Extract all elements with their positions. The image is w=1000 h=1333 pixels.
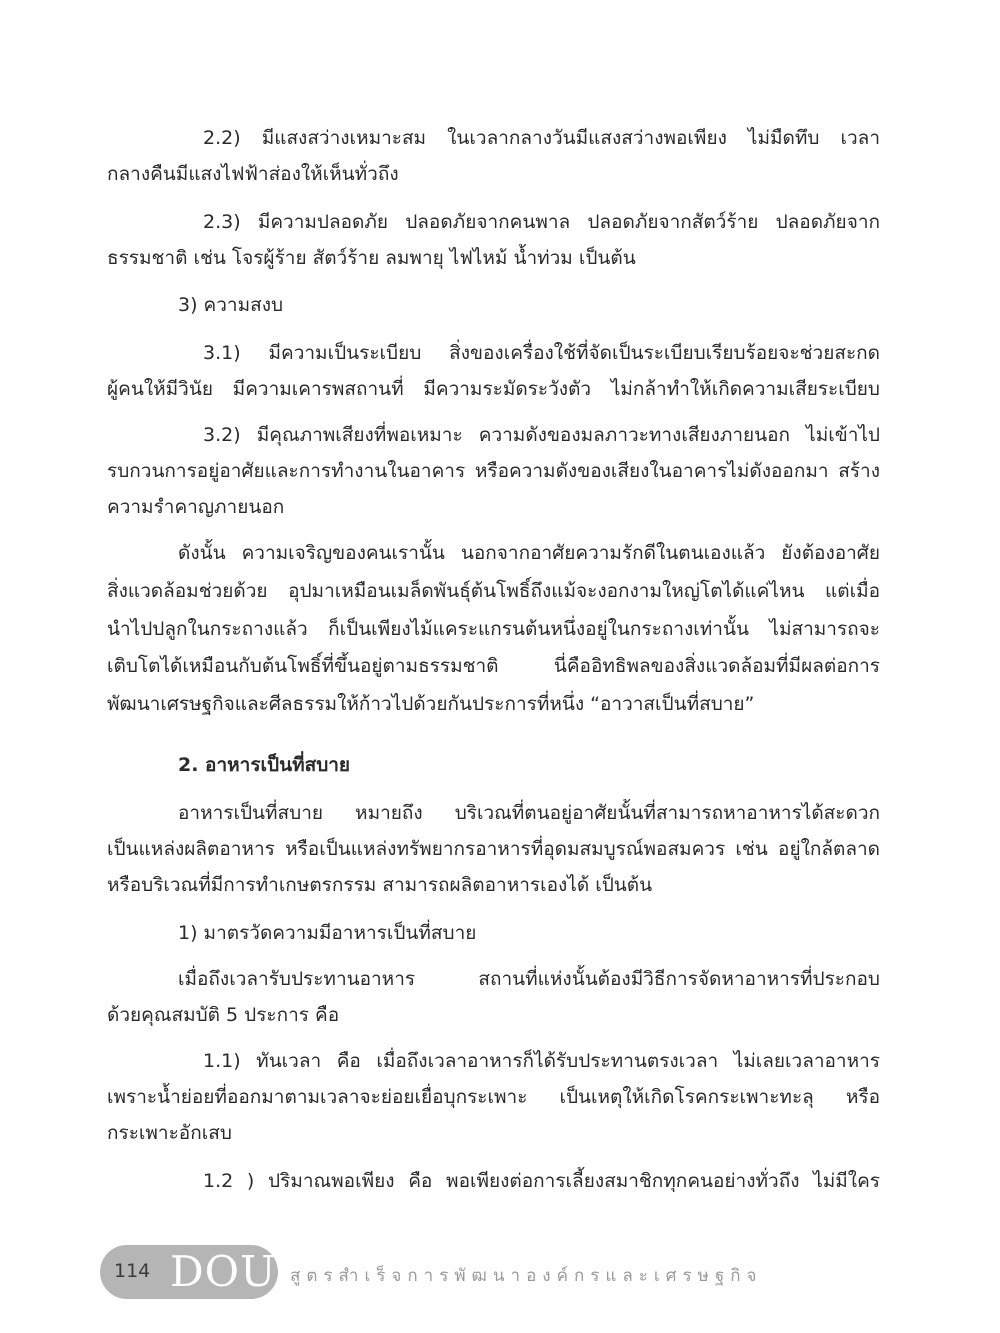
text-line: สิ่งแวดล้อมช่วยด้วย อุปมาเหมือนเมล็ดพันธุ์ต้นโพธิ์ถึงแม้จะงอกงามใหญ่โตได้แค่ไหน แต่เมื่อ: [107, 580, 880, 602]
text-line: 2.3) มีความปลอดภัย ปลอดภัยจากคนพาล ปลอดภัยจากสัตว์ร้าย ปลอดภัยจาก: [203, 211, 880, 233]
text-line: กลางคืนมีแสงไฟฟ้าส่องให้เห็นทั่วถึง: [107, 163, 399, 185]
text-line: เติบโตได้เหมือนกับต้นโพธิ์ที่ขึ้นอยู่ตามธรรมชาติ นี่คืออิทธิพลของสิ่งแวดล้อมที่มีผลต่อการ: [107, 655, 880, 677]
text-line: 3) ความสงบ: [178, 294, 284, 316]
text-line: เป็นแหล่งผลิตอาหาร หรือเป็นแหล่งทรัพยากรอาหารที่อุดมสมบูรณ์พอสมควร เช่น อยู่ใกล้ตลาด: [107, 838, 880, 860]
text-line: ความรำคาญภายนอก: [107, 496, 285, 518]
text-line: 2.2) มีแสงสว่างเหมาะสม ในเวลากลางวันมีแสงสว่างพอเพียง ไม่มืดทึบ เวลา: [203, 127, 880, 149]
text-line: อาหารเป็นที่สบาย หมายถึง บริเวณที่ตนอยู่อาศัยนั้นที่สามารถหาอาหารได้สะดวก: [178, 802, 880, 824]
footer-badge: [100, 1245, 278, 1299]
text-line: 3.2) มีคุณภาพเสียงที่พอเหมาะ ความดังของมลภาวะทางเสียงภายนอก ไม่เข้าไป: [203, 424, 880, 446]
text-line: พัฒนาเศรษฐกิจและศีลธรรมให้ก้าวไปด้วยกันประการที่หนึ่ง “อาวาสเป็นที่สบาย”: [107, 693, 755, 715]
text-line: ดังนั้น ความเจริญของคนเรานั้น นอกจากอาศัยความรักดีในตนเองแล้ว ยังต้องอาศัย: [178, 542, 880, 564]
text-line: รบกวนการอยู่อาศัยและการทำงานในอาคาร หรือความดังของเสียงในอาคารไม่ดังออกมา สร้าง: [107, 460, 880, 482]
text-line: ผู้คนให้มีวินัย มีความเคารพสถานที่ มีความระมัดระวังตัว ไม่กล้าทำให้เกิดความเสียระเบียบ: [107, 378, 880, 400]
text-line: หรือบริเวณที่มีการทำเกษตรกรรม สามารถผลิตอาหารเองได้ เป็นต้น: [107, 874, 653, 896]
text-line: 3.1) มีความเป็นระเบียบ สิ่งของเครื่องใช้ที่จัดเป็นระเบียบเรียบร้อยจะช่วยสะกด: [203, 342, 880, 364]
text-line: เพราะน้ำย่อยที่ออกมาตามเวลาจะย่อยเยื่อบุกระเพาะ เป็นเหตุให้เกิดโรคกระเพาะทะลุ หรือ: [107, 1086, 880, 1108]
text-line: เมื่อถึงเวลารับประทานอาหาร สถานที่แห่งนั้นต้องมีวิธีการจัดหาอาหารที่ประกอบ: [178, 968, 880, 990]
text-line: ธรรมชาติ เช่น โจรผู้ร้าย สัตว์ร้าย ลมพายุ ไฟไหม้ น้ำท่วม เป็นต้น: [107, 247, 636, 269]
book-title: สูตรสำเร็จการพัฒนาองค์กรและเศรษฐกิจ: [290, 1266, 763, 1286]
text-line: 1) มาตรวัดความมีอาหารเป็นที่สบาย: [178, 922, 477, 944]
page-footer: [100, 1245, 900, 1301]
dou-logo: DOU: [170, 1247, 277, 1296]
text-line: 1.2 ) ปริมาณพอเพียง คือ พอเพียงต่อการเลี้ยงสมาชิกทุกคนอย่างทั่วถึง ไม่มีใคร: [203, 1170, 880, 1192]
page-number: 114: [114, 1260, 151, 1282]
text-line: 1.1) ทันเวลา คือ เมื่อถึงเวลาอาหารก็ได้รับประทานตรงเวลา ไม่เลยเวลาอาหาร: [203, 1050, 880, 1072]
text-line: กระเพาะอักเสบ: [107, 1122, 232, 1144]
text-line: นำไปปลูกในกระถางแล้ว ก็เป็นเพียงไม้แคระแกรนต้นหนึ่งอยู่ในกระถางเท่านั้น ไม่สามารถจะ: [107, 618, 880, 640]
section-heading: 2. อาหารเป็นที่สบาย: [178, 754, 351, 776]
text-line: ด้วยคุณสมบัติ 5 ประการ คือ: [107, 1004, 340, 1026]
